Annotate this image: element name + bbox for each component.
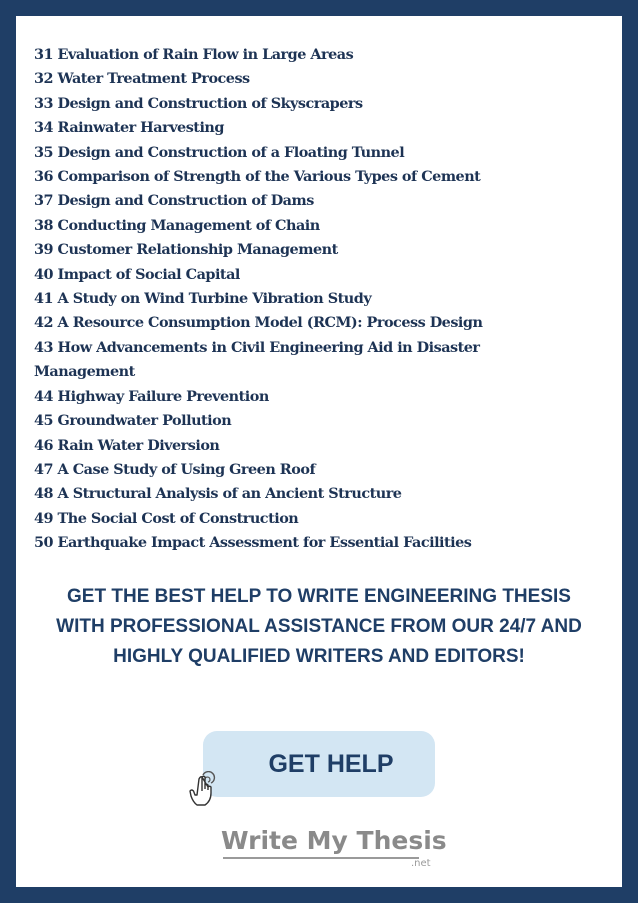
topic-list	[34, 43, 604, 556]
logo-text: Write My Thesis	[221, 826, 447, 855]
list-item: 45 Groundwater Pollution	[34, 412, 232, 430]
list-item: 46 Rain Water Diversion	[34, 436, 220, 454]
list-item: 43 How Advancements in Civil Engineering Aid in Disaster Management	[34, 338, 480, 381]
list-item: 44 Highway Failure Prevention	[34, 387, 269, 405]
list-item: 37 Design and Construction of Dams	[34, 192, 314, 210]
list-item: 47 A Case Study of Using Green Roof	[34, 460, 316, 478]
list-item: 32 Water Treatment Process	[34, 70, 250, 88]
cta-text: GET THE BEST HELP TO WRITE ENGINEERING THESIS WITH PROFESSIONAL ASSISTANCE FROM OUR 24/7 AND HIGHLY QUALIFIED WRITERS AND EDITORS!	[56, 586, 582, 667]
list-item: 50 Earthquake Impact Assessment for Essential Facilities	[34, 534, 472, 552]
list-item: 35 Design and Construction of a Floating Tunnel	[34, 143, 405, 161]
list-item: 49 The Social Cost of Construction	[34, 509, 299, 527]
list-item: 40 Impact of Social Capital	[34, 265, 240, 283]
list-item: 33 Design and Construction of Skyscrapers	[34, 94, 363, 112]
list-item: 39 Customer Relationship Management	[34, 241, 338, 259]
logo-underline	[223, 857, 419, 859]
page	[16, 16, 622, 887]
list-item: 42 A Resource Consumption Model (RCM): Process Design	[34, 314, 483, 332]
list-item: 36 Comparison of Strength of the Various Types of Cement	[34, 168, 481, 186]
get-help-button[interactable]: GET HELP	[203, 731, 435, 797]
logo-suffix: .net	[411, 858, 431, 869]
pointing-hand-icon	[183, 771, 221, 809]
list-item: 41 A Study on Wind Turbine Vibration Study	[34, 290, 372, 308]
list-item: 38 Conducting Management of Chain	[34, 216, 320, 234]
list-item: 34 Rainwater Harvesting	[34, 119, 224, 137]
list-item: 48 A Structural Analysis of an Ancient Structure	[34, 485, 402, 503]
logo	[221, 824, 447, 874]
list-item: 31 Evaluation of Rain Flow in Large Areas	[34, 46, 354, 63]
